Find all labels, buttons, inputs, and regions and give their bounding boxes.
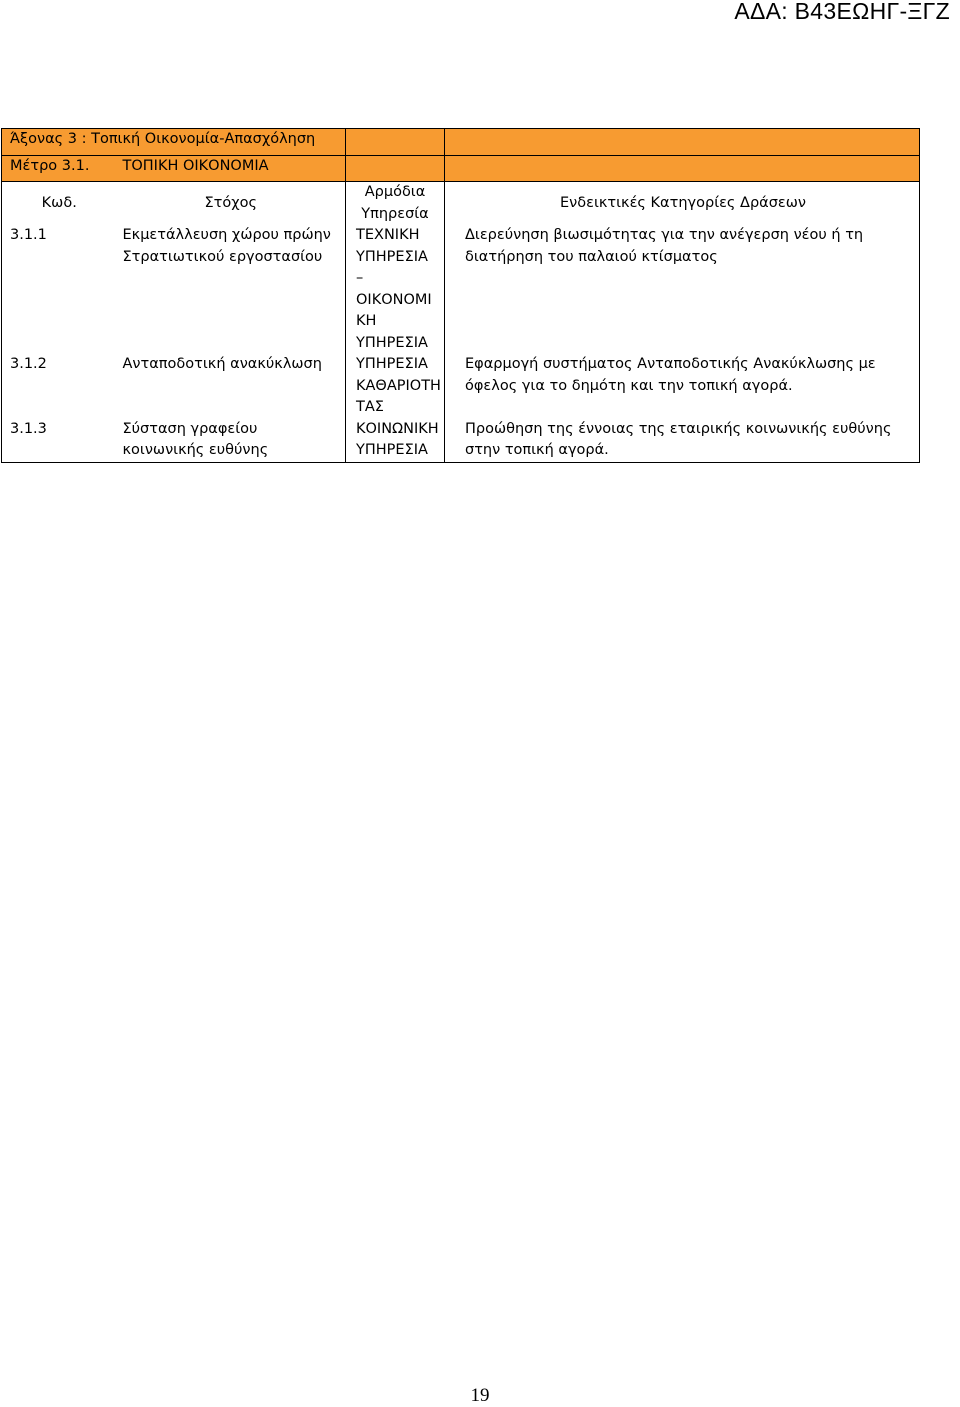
ada-code: ΑΔΑ: Β43ΕΩΗΓ-ΞΓΖ xyxy=(734,0,950,24)
measure-code: Μέτρο 3.1. xyxy=(2,156,115,182)
table-row xyxy=(2,354,920,419)
column-header-actions: Ενδεικτικές Κατηγορίες Δράσεων xyxy=(445,182,920,226)
measure-row xyxy=(2,156,920,182)
page-number: 19 xyxy=(470,1385,490,1406)
row-actions: Προώθηση της έννοιας της εταιρικής κοινωνικής ευθύνης στην τοπική αγορά. xyxy=(445,419,920,463)
measure-title: ΤΟΠΙΚΗ ΟΙΚΟΝΟΜΙΑ xyxy=(115,156,346,182)
action-plan-table xyxy=(1,128,920,463)
row-actions: Εφαρμογή συστήματος Ανταποδοτικής Ανακύκλωσης με όφελος για το δημότη και την τοπική αγορά. xyxy=(445,354,920,419)
axis-empty-cell xyxy=(445,129,920,156)
row-actions: Διερεύνηση βιωσιμότητας για την ανέγερση νέου ή τη διατήρηση του παλαιού κτίσματος xyxy=(445,225,920,354)
measure-empty-cell xyxy=(445,156,920,182)
axis-row xyxy=(2,129,920,156)
row-service: ΚΟΙΝΩΝΙΚΗ ΥΠΗΡΕΣΙΑ xyxy=(346,419,445,463)
column-header-code: Κωδ. xyxy=(2,182,115,226)
row-service: ΤΕΧΝΙΚΗ ΥΠΗΡΕΣΙΑ – ΟΙΚΟΝΟΜΙ ΚΗ ΥΠΗΡΕΣΙΑ xyxy=(346,225,445,354)
table-row xyxy=(2,225,920,354)
measure-empty-cell xyxy=(346,156,445,182)
axis-title: Άξονας 3 : Τοπική Οικονομία-Απασχόληση xyxy=(2,129,346,156)
row-code: 3.1.3 xyxy=(2,419,115,463)
table-row xyxy=(2,419,920,463)
row-goal: Σύσταση γραφείου κοινωνικής ευθύνης xyxy=(115,419,346,463)
row-goal: Ανταποδοτική ανακύκλωση xyxy=(115,354,346,419)
row-goal: Εκμετάλλευση χώρου πρώην Στρατιωτικού εργοστασίου xyxy=(115,225,346,354)
axis-empty-cell xyxy=(346,129,445,156)
column-header-goal: Στόχος xyxy=(115,182,346,226)
column-header-service: Αρμόδια Υπηρεσία xyxy=(346,182,445,226)
row-service: ΥΠΗΡΕΣΙΑ ΚΑΘΑΡΙΟΤΗ ΤΑΣ xyxy=(346,354,445,419)
row-code: 3.1.2 xyxy=(2,354,115,419)
row-code: 3.1.1 xyxy=(2,225,115,354)
column-header-row xyxy=(2,182,920,226)
